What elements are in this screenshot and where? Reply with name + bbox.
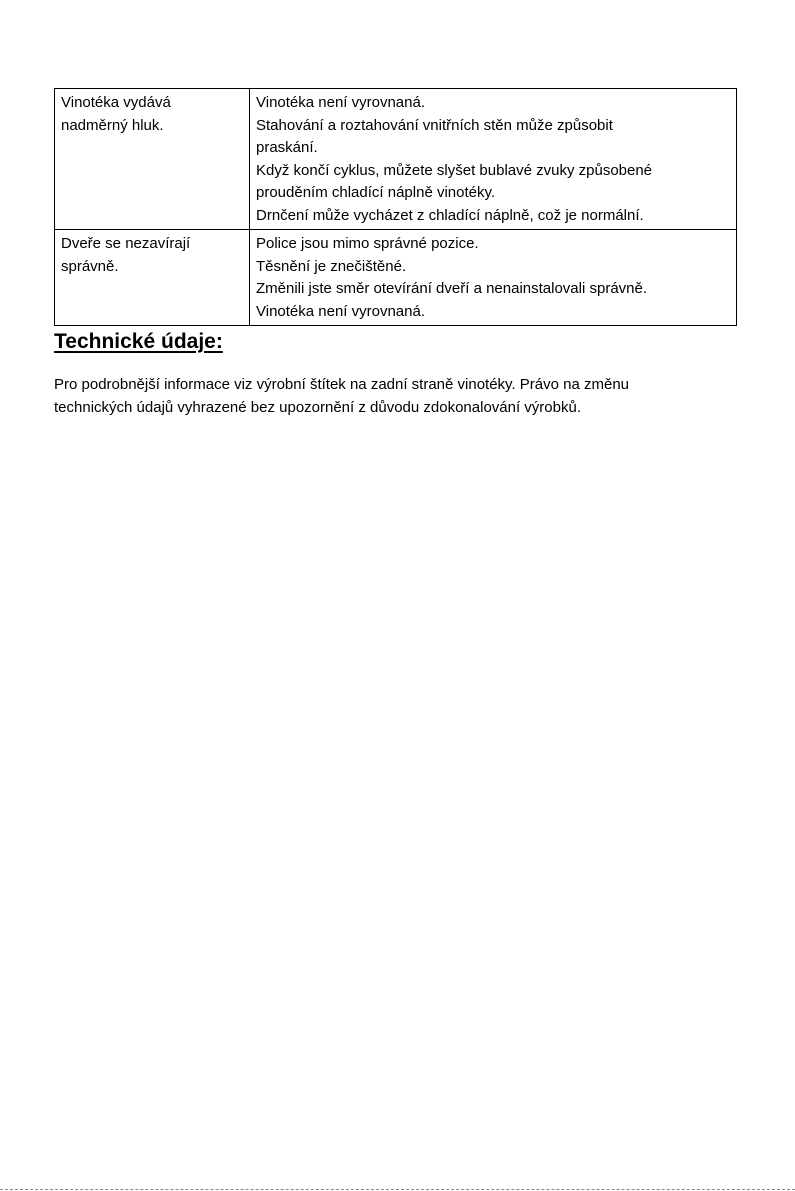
table-row: [55, 89, 737, 230]
causes-cell: [250, 230, 737, 326]
problem-text: Vinotéka vydává nadměrný hluk.: [61, 94, 171, 134]
cause-line: Když končí cyklus, můžete slyšet bublavé zvuky způsobené: [256, 161, 653, 179]
cause-line: Vinotéka není vyrovnaná.: [256, 94, 426, 111]
troubleshooting-table: [54, 88, 737, 326]
cause-line: prouděním chladící náplně vinotéky.: [256, 184, 496, 201]
cause-line: Police jsou mimo správné pozice.: [256, 235, 479, 252]
problem-cell: [55, 230, 250, 326]
paragraph-line: technických údajů vyhrazené bez upozornění z důvodu zdokonalování výrobků.: [54, 399, 581, 416]
technical-data-heading: Technické údaje:: [54, 330, 223, 353]
cause-line: praskání.: [256, 139, 318, 156]
cause-line: Drnčení může vycházet z chladící náplně, což je normální.: [256, 206, 644, 224]
page-bottom-divider: [0, 1189, 795, 1190]
cause-line: Vinotéka není vyrovnaná.: [256, 302, 426, 320]
cause-line: Změnili jste směr otevírání dveří a nenainstalovali správně.: [256, 280, 648, 297]
problem-text: Dveře se nezavírají správně.: [61, 235, 191, 275]
technical-data-paragraph: [54, 373, 744, 419]
cause-line: Stahování a roztahování vnitřních stěn může způsobit: [256, 116, 613, 134]
causes-cell: [250, 89, 737, 230]
problem-cell: [55, 89, 250, 230]
cause-line: Těsnění je znečištěné.: [256, 257, 407, 275]
table-row: [55, 230, 737, 326]
paragraph-line: Pro podrobnější informace viz výrobní štítek na zadní straně vinotéky. Právo na změnu: [54, 376, 630, 393]
